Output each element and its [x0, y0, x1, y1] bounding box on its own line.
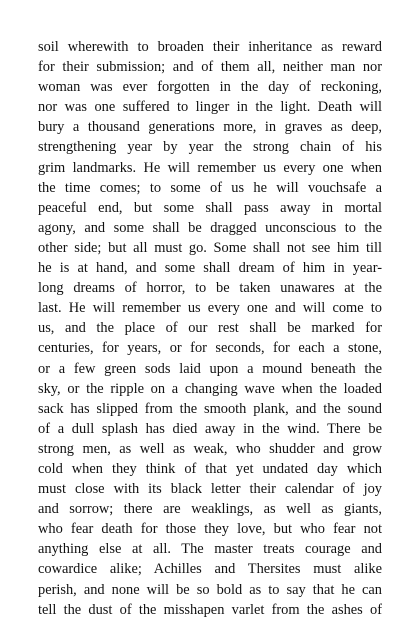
- text-line: strong men, as well as weak, who shudder and grow: [38, 440, 382, 457]
- text-line: he is at hand, and some shall dream of him in year-: [38, 260, 382, 277]
- text-line: cowardice alike; Achilles and Thersites must alike: [38, 561, 382, 578]
- text-line: other side; but all must go. Some shall not see him till: [38, 239, 382, 256]
- body-text: [38, 37, 382, 620]
- text-line: us, and the place of our rest shall be marked for: [38, 320, 382, 337]
- text-line: strengthening year by year the strong chain of his: [38, 139, 382, 156]
- text-line: cold when they think of that yet undated day which: [38, 460, 382, 477]
- text-line: agony, and some shall be dragged unconscious to the: [38, 219, 382, 236]
- text-line: must close with its black letter their calendar of joy: [38, 481, 382, 498]
- text-line: and sorrow; there are weaklings, as well as giants,: [38, 501, 382, 518]
- text-line: or a few green sods laid upon a mound beneath the: [38, 360, 382, 377]
- text-line: of a dull splash has died away in the wind. There be: [38, 420, 382, 437]
- text-line: peaceful end, but some shall pass away in mortal: [38, 199, 382, 216]
- text-line: bury a thousand generations more, in graves as deep,: [38, 119, 382, 136]
- text-line: centuries, for years, or for seconds, for each a stone,: [38, 340, 382, 357]
- text-line: the time comes; to some of us he will vouchsafe a: [38, 179, 382, 196]
- text-line: anything else at all. The master treats courage and: [38, 541, 382, 558]
- text-line: soil wherewith to broaden their inheritance as reward: [38, 39, 382, 55]
- text-line: nor was one suffered to linger in the light. Death will: [38, 99, 382, 116]
- text-line: woman was ever forgotten in the day of reckoning,: [38, 79, 382, 96]
- text-line: perish, and none will be so bold as to say that he can: [38, 581, 382, 598]
- text-line: grim landmarks. He will remember us every one when: [38, 159, 382, 176]
- text-line: long dreams of horror, to be taken unawares at the: [38, 280, 382, 297]
- text-line: tell the dust of the misshapen varlet from the ashes of: [38, 601, 382, 618]
- text-line: last. He will remember us every one and will come to: [38, 300, 382, 317]
- text-line: who fear death for those they love, but who fear not: [38, 521, 382, 538]
- text-line: sack has slipped from the smooth plank, and the sound: [38, 400, 382, 417]
- text-line: sky, or the ripple on a changing wave when the loaded: [38, 380, 382, 397]
- text-line: for their submission; and of them all, neither man nor: [38, 59, 382, 76]
